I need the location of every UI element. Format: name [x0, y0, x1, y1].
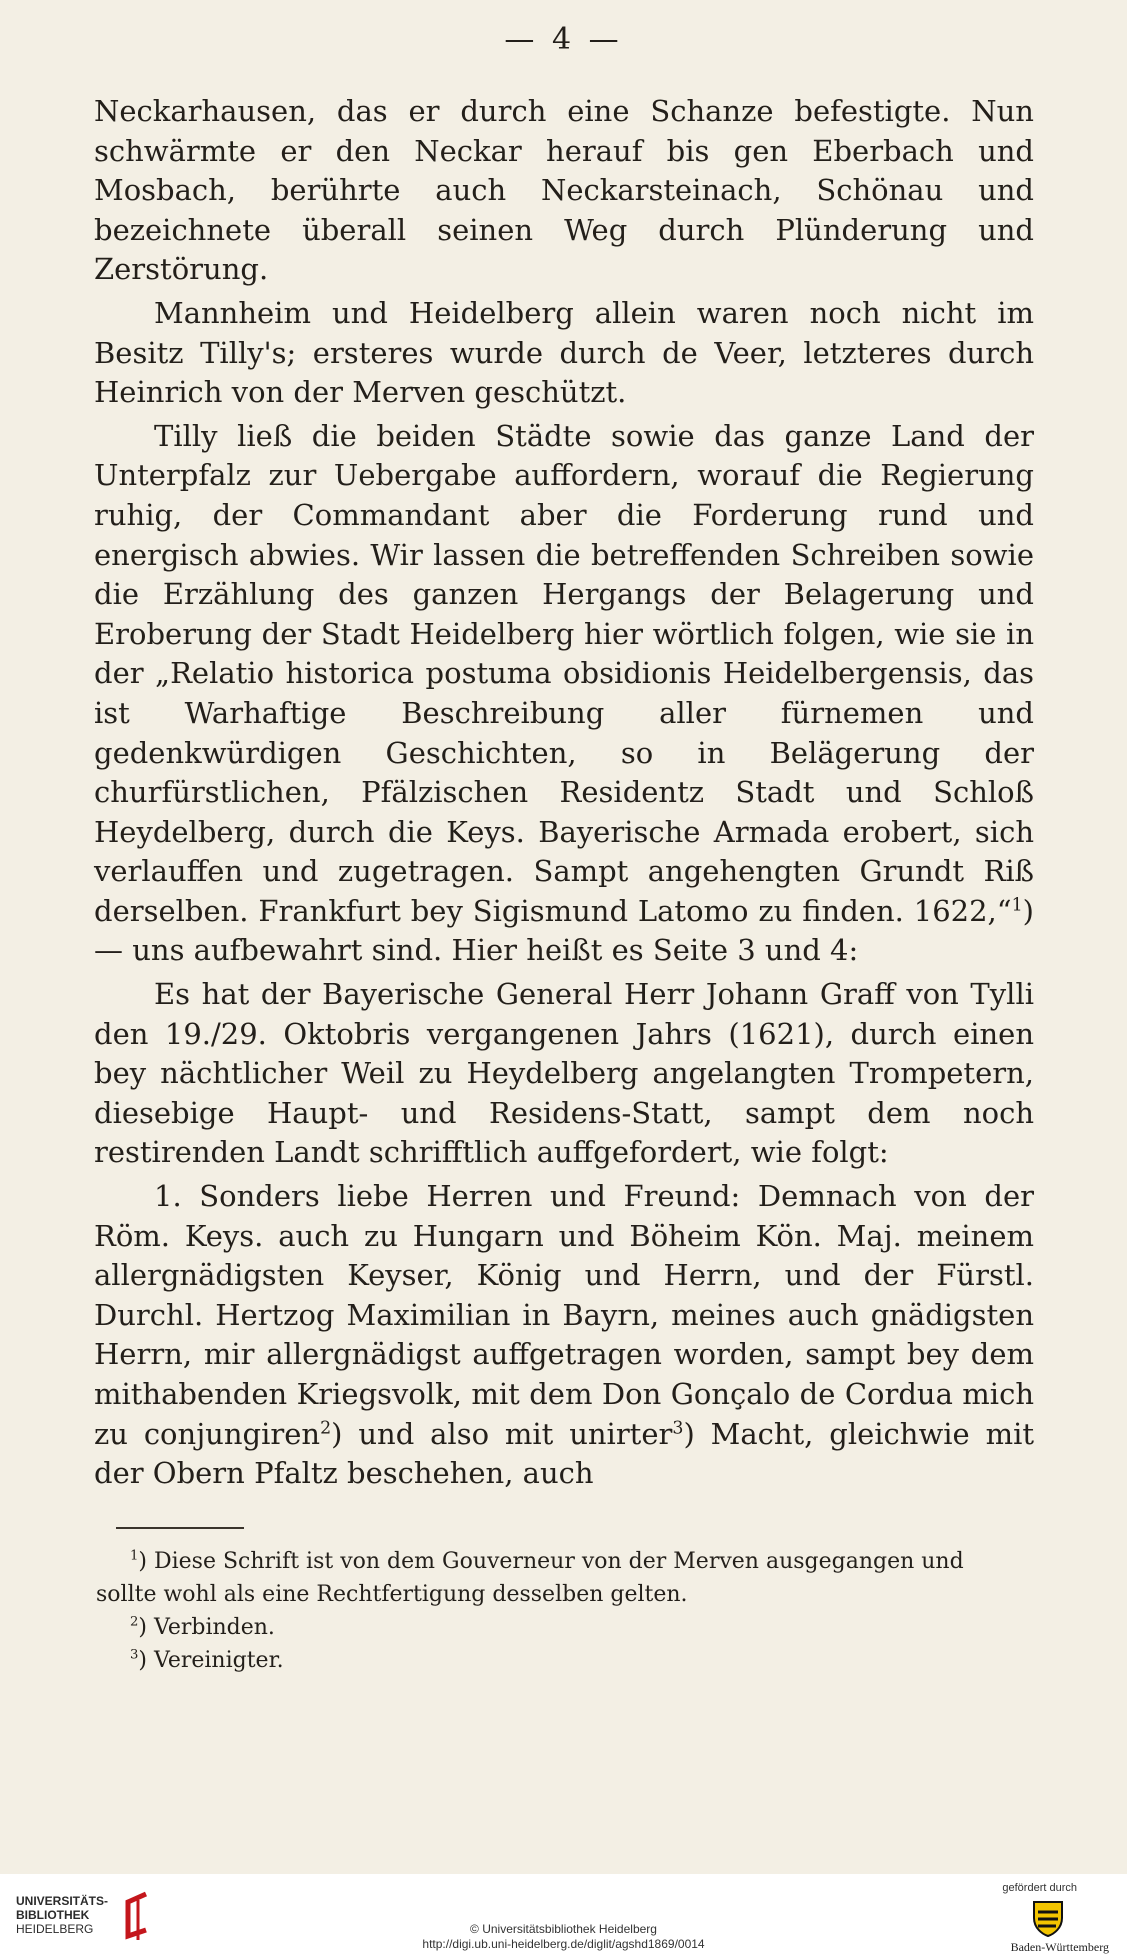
footnotes: [96, 1545, 1026, 1677]
footnote-2: $^2$) Verbinden.: [130, 1614, 275, 1640]
funded-by-label: gefördert durch: [1002, 1882, 1077, 1894]
source-url[interactable]: http://digi.ub.uni-heidelberg.de/diglit/agshd1869/0014: [422, 1937, 705, 1951]
footnote-mark: 2: [130, 1614, 139, 1630]
paragraph-2: Mannheim und Heidelberg allein waren noch nicht im Besitz Tilly's; ersteres wurde durch de Veer, letzteres durch Heinrich von der Merven geschützt.: [94, 295, 1034, 410]
footnote-divider: [116, 1527, 244, 1529]
footnote-1: $^1$) Diese Schrift ist von dem Gouverneur von der Merven ausgegangen und sollte wohl als eine Rechtfertigung desselben gelten.: [96, 1548, 964, 1607]
footnote-text: Verbinden.: [153, 1615, 275, 1640]
footnote-ref-3: 3: [672, 1417, 684, 1438]
library-name-line-3: HEIDELBERG: [16, 1922, 94, 1936]
state-coat-of-arms-icon: [1030, 1898, 1066, 1938]
paragraph-5: 1. Sonders liebe Herren und Freund: Demnach von der Röm. Keys. auch zu Hungarn und Böheim Kön. Maj. meinem allergnädigsten Keyser, König und Herrn, und der Fürstl. Durchl. Hertzog Maximilian in Bayrn, meines auch gnädigsten Herrn, mir allergnädigst auffgetragen worden, sampt bey dem mithabenden Kriegsvolk, mit dem Don Gonçalo de Cordua mich zu conjungiren$^2$) und also mit unirter$^3$) Macht, gleichwie mit der Obern Pfaltz beschehen, auch: [94, 1179, 1034, 1491]
library-name-line-1: UNIVERSITÄTS-: [16, 1894, 109, 1908]
funder-name: Baden-Württemberg: [1010, 1940, 1109, 1954]
paragraph-5-mid: und also mit unirter: [358, 1416, 673, 1451]
footnote-3: $^3$) Vereinigter.: [130, 1647, 284, 1673]
paragraph-5-end: Macht, gleichwie mit der Obern Pfaltz beschehen, auch: [94, 1416, 1034, 1491]
library-name-line-2: BIBLIOTHEK: [16, 1908, 90, 1922]
footer: [0, 1874, 1127, 1955]
footnote-mark: 1: [130, 1548, 139, 1564]
paragraph-5-text: 1. Sonders liebe Herren und Freund: Demnach von der Röm. Keys. auch zu Hungarn und Böheim Kön. Maj. meinem allergnädigsten Keyser, König und Herrn, und der Fürstl. Durchl. Hertzog Maximilian in Bayrn, meines auch gnädigsten Herrn, mir allergnädigst auffgetragen worden, sampt bey dem mithabenden Kriegsvolk, mit dem Don Gonçalo de Cordua mich zu conjungiren: [94, 1179, 1034, 1451]
paragraph-4: Es hat der Bayerische General Herr Johann Graff von Tylli den 19./29. Oktobris vergangenen Jahrs (1621), durch einen bey nächtlicher Weil zu Heydelberg angelangten Trompetern, diesebige Haupt- und Residens-Statt, sampt dem noch restirenden Landt schrifftlich auffgefordert, wie folgt:: [94, 977, 1034, 1170]
body-text: [94, 92, 1034, 1494]
footnote-ref-1: 1: [1011, 895, 1023, 916]
paragraph-3-end: — uns aufbewahrt sind. Hier heißt es Seite 3 und 4:: [94, 933, 859, 968]
footnote-text: Vereinigter.: [153, 1648, 284, 1673]
page-number: — 4 —: [504, 22, 623, 57]
paragraph-3: Tilly ließ die beiden Städte sowie das ganze Land der Unterpfalz zur Uebergabe auffordern, worauf die Regierung ruhig, der Commandant aber die Forderung rund und energisch abwies. Wir lassen die betreffenden Schreiben sowie die Erzählung des ganzen Hergangs der Belagerung und Eroberung der Stadt Heidelberg hier wörtlich folgen, wie sie in der „Relatio historica postuma obsidionis Heidelbergensis, das ist Warhaftige Beschreibung aller fürnemen und gedenkwürdigen Geschichten, so in Belägerung der churfürstlichen, Pfälzischen Residentz Stadt und Schloß Heydelberg, durch die Keys. Bayerische Armada erobert, sich verlauffen und zugetragen. Sampt angehengten Grundt Riß derselben. Frankfurt bey Sigismund Latomo zu finden. 1622,“$^1$) — uns aufbewahrt sind. Hier heißt es Seite 3 und 4:: [94, 418, 1034, 968]
footnote-mark: 3: [130, 1647, 139, 1663]
footnote-text: Diese Schrift ist von dem Gouverneur von der Merven ausgegangen und sollte wohl als eine Rechtfertigung desselben gelten.: [96, 1549, 964, 1607]
footnote-ref-2: 2: [320, 1417, 332, 1438]
paragraph-3-text: Tilly ließ die beiden Städte sowie das ganze Land der Unterpfalz zur Uebergabe auffordern, worauf die Regierung ruhig, der Commandant aber die Forderung rund und energisch abwies. Wir lassen die betreffenden Schreiben sowie die Erzählung des ganzen Hergangs der Belagerung und Eroberung der Stadt Heidelberg hier wörtlich folgen, wie sie in der „Relatio historica postuma obsidionis Heidelbergensis, das ist Warhaftige Beschreibung aller fürnemen und gedenkwürdigen Geschichten, so in Belägerung der churfürstlichen, Pfälzischen Residentz Stadt und Schloß Heydelberg, durch die Keys. Bayerische Armada erobert, sich verlauffen und zugetragen. Sampt angehengten Grundt Riß derselben. Frankfurt bey Sigismund Latomo zu finden. 1622,“: [94, 418, 1034, 928]
paragraph-1: Neckarhausen, das er durch eine Schanze befestigte. Nun schwärmte er den Neckar herauf bis gen Eberbach und Mosbach, berührte auch Neckarsteinach, Schönau und bezeichnete überall seinen Weg durch Plünderung und Zerstörung.: [94, 94, 1034, 287]
copyright-notice: © Universitätsbibliothek Heidelberg: [470, 1922, 657, 1936]
